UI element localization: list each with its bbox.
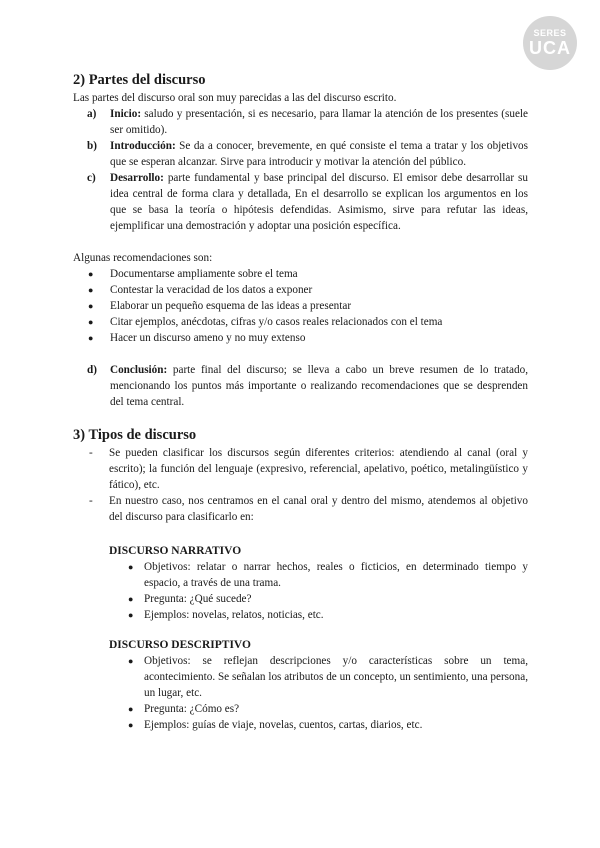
- dash-text: Se pueden clasificar los discursos según diferentes criterios: atendiendo al canal (oral y escrito); la función del lenguaje (expresivo, referencial, apelativo, poético, metalingüístico y fático), etc.: [109, 447, 528, 491]
- recommendation-item: [73, 330, 528, 346]
- item-marker: a): [87, 108, 97, 120]
- type-bullet: [73, 591, 528, 607]
- recommendation-item: [73, 314, 528, 330]
- item-text: parte fundamental y base principal del discurso. El emisor debe desarrollar su idea central de forma clara y detallada, En el desarrollo se explican los argumentos en los que se basa la teoría o hipótesis defendidas. Asimismo, sirve para refutar las ideas, ejemplificar una demostración y adoptar una posición específica.: [110, 172, 528, 232]
- type-bullet: [73, 653, 528, 701]
- type-bullet: [73, 701, 528, 717]
- bullet-icon: ●: [128, 594, 134, 604]
- type-bullet: [73, 607, 528, 623]
- part-item-d: [73, 362, 528, 410]
- type-bullet-text: Pregunta: ¿Cómo es?: [144, 703, 240, 715]
- recommendation-item: [73, 266, 528, 282]
- bullet-icon: ●: [128, 704, 134, 714]
- bullet-icon: ●: [88, 285, 94, 295]
- part-item-a: [73, 106, 528, 138]
- section-2-title: 2) Partes del discurso: [73, 72, 206, 88]
- item-text: Se da a conocer, brevemente, en qué consiste el tema a tratar y los objetivos que se esperan alcanzar. Sirve para introducir y motivar la atención del público.: [110, 140, 528, 168]
- recommendation-text: Contestar la veracidad de los datos a exponer: [110, 284, 313, 296]
- type-bullet: [73, 559, 528, 591]
- dash-item: [73, 493, 528, 525]
- type-heading-descriptivo: DISCURSO DESCRIPTIVO: [109, 639, 251, 651]
- dash-marker: -: [89, 447, 93, 459]
- recommendation-text: Hacer un discurso ameno y no muy extenso: [110, 332, 306, 344]
- item-text: parte final del discurso; se lleva a cabo un breve resumen de lo tratado, mencionando los puntos más importante o realizando recomendaciones que se desprenden del tema central.: [110, 364, 528, 408]
- item-text: saludo y presentación, si es necesario, para llamar la atención de los presentes (suele ser omitido).: [110, 108, 528, 136]
- recommendation-item: [73, 282, 528, 298]
- type-bullet: [73, 717, 528, 733]
- bullet-icon: ●: [88, 333, 94, 343]
- type-bullet-text: Objetivos: se reflejan descripciones y/o características sobre un tema, acontecimiento. Se señalan los atributos de un concepto, un sentimiento, una persona, un lugar, etc.: [144, 655, 528, 699]
- logo-line-1: SERES: [533, 28, 567, 38]
- item-term: Conclusión:: [110, 364, 168, 376]
- dash-marker: -: [89, 495, 93, 507]
- item-term: Introducción:: [110, 140, 176, 152]
- type-bullet-text: Ejemplos: novelas, relatos, noticias, etc.: [144, 609, 324, 621]
- bullet-icon: ●: [128, 562, 134, 572]
- recommendation-text: Citar ejemplos, anécdotas, cifras y/o casos reales relacionados con el tema: [110, 316, 443, 328]
- bullet-icon: ●: [128, 656, 134, 666]
- bullet-icon: ●: [128, 610, 134, 620]
- recommendations-intro: Algunas recomendaciones son:: [73, 252, 213, 264]
- type-bullet-text: Ejemplos: guías de viaje, novelas, cuentos, cartas, diarios, etc.: [144, 719, 423, 731]
- dash-text: En nuestro caso, nos centramos en el canal oral y dentro del mismo, atendemos al objetivo del discurso para clasificarlo en:: [109, 495, 528, 523]
- item-term: Desarrollo:: [110, 172, 164, 184]
- bullet-icon: ●: [88, 301, 94, 311]
- section-3-title: 3) Tipos de discurso: [73, 427, 197, 443]
- bullet-icon: ●: [88, 269, 94, 279]
- type-heading-narrativo: DISCURSO NARRATIVO: [109, 545, 242, 557]
- type-bullet-text: Pregunta: ¿Qué sucede?: [144, 593, 252, 605]
- bullet-icon: ●: [128, 720, 134, 730]
- recommendation-item: [73, 298, 528, 314]
- recommendation-text: Documentarse ampliamente sobre el tema: [110, 268, 298, 280]
- section-2-intro: Las partes del discurso oral son muy parecidas a las del discurso escrito.: [73, 92, 397, 104]
- item-marker: b): [87, 140, 97, 152]
- item-term: Inicio:: [110, 108, 142, 120]
- part-item-c: [73, 170, 528, 234]
- seres-uca-logo: [523, 16, 577, 70]
- type-bullet-text: Objetivos: relatar o narrar hechos, reales o ficticios, en determinado tiempo y espacio, a través de una trama.: [144, 561, 528, 589]
- item-marker: d): [87, 364, 97, 376]
- recommendation-text: Elaborar un pequeño esquema de las ideas a presentar: [110, 300, 352, 312]
- document-body: [73, 70, 528, 733]
- part-item-b: [73, 138, 528, 170]
- item-marker: c): [87, 172, 96, 184]
- logo-line-2: UCA: [529, 38, 571, 58]
- dash-item: [73, 445, 528, 493]
- bullet-icon: ●: [88, 317, 94, 327]
